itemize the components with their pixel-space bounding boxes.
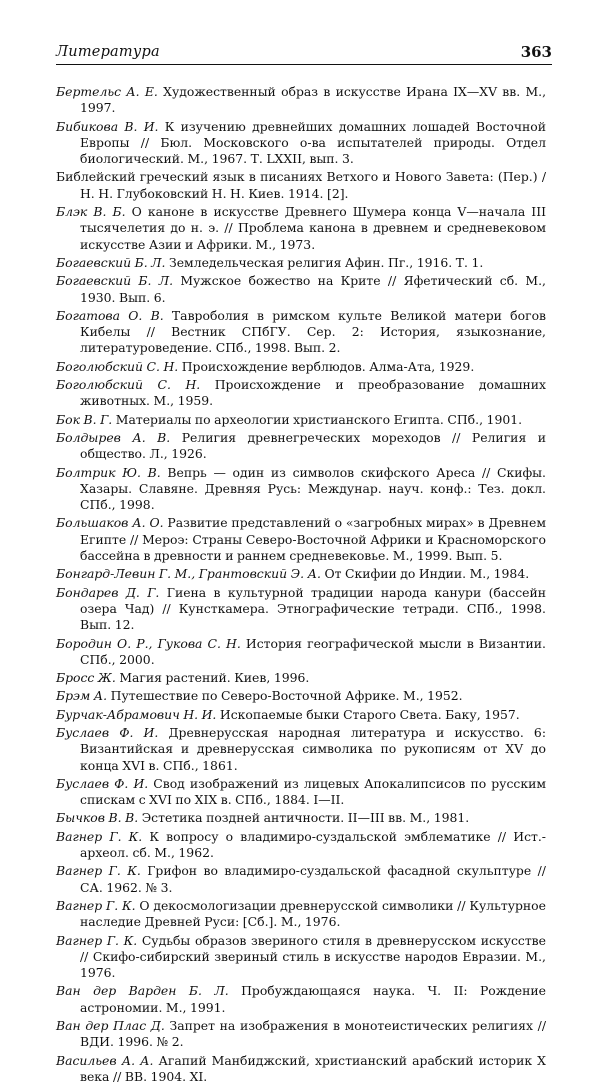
entry-author: Бибикова В. И. [56, 118, 159, 134]
entry-text: Эстетика поздней античности. II—III вв. М., 1981. [138, 810, 470, 826]
entry-text: Грифон во владимиро-суздальской фасадной скульптуре // СА. 1962. № 3. [80, 863, 546, 895]
bibliography-entry [56, 810, 546, 826]
bibliography-entry [56, 898, 546, 931]
entry-author: Бонгард-Левин Г. М., Грантовский Э. А. [56, 566, 321, 582]
bibliography-entry [56, 465, 546, 514]
bibliography-entry [56, 585, 546, 634]
bibliography-entry [56, 255, 546, 271]
bibliography-entry [56, 430, 546, 463]
entry-text: История географической мысли в Византии. СПб., 2000. [80, 635, 546, 667]
entry-text: Художественный образ в искусстве Ирана IX—XV вв. М., 1997. [80, 84, 547, 116]
bibliography-entry [56, 566, 546, 582]
entry-text: От Скифии до Индии. М., 1984. [320, 566, 530, 582]
entry-author: Бок В. Г. [56, 411, 113, 427]
entry-author: Буслаев Ф. И. [56, 724, 159, 740]
bibliography-entry [56, 670, 546, 686]
bibliography-entry [56, 412, 546, 428]
header-rule [56, 64, 552, 65]
entry-author: Болтрик Ю. В. [56, 464, 161, 480]
bibliography-entry [56, 515, 546, 564]
entry-author: Блэк В. Б. [56, 204, 126, 220]
entry-author: Бородин О. Р., Гукова С. Н. [56, 635, 241, 651]
entry-author: Вагнер Г. К. [56, 863, 141, 879]
bibliography-entry [56, 308, 546, 357]
entry-author: Бертельс А. Е. [56, 84, 158, 99]
entry-author: Вагнер Г. К. [56, 828, 143, 844]
entry-text: Религия древнегреческих мореходов // Религия и общество. Л., 1926. [80, 429, 546, 462]
bibliography-entry [56, 377, 546, 410]
page-number: 363 [520, 43, 552, 61]
bibliography-entry [56, 829, 546, 862]
entry-author: Богаевский Б. Л. [56, 273, 174, 289]
entry-author: Бросс Ж. [56, 670, 116, 686]
running-title: Литература [56, 44, 160, 60]
bibliography-entry [56, 204, 546, 253]
bibliography-entry [56, 169, 546, 202]
entry-text: К изучению древнейших домашних лошадей Восточной Европы // Бюл. Московского о-ва испытателей природы. Отдел биологический. М., 1967. Т. LXXII, вып. 3. [80, 118, 547, 167]
entry-author: Бычков В. В. [56, 810, 139, 826]
bibliography-entry [56, 707, 546, 723]
entry-text: Вепрь — один из символов скифского Ареса // Скифы. Хазары. Славяне. Древняя Русь: Междунар. науч. конф.: Тез. докл. СПб., 1998. [80, 464, 546, 513]
bibliography-entry [56, 688, 546, 704]
bibliography-entry [56, 636, 546, 669]
entry-text: К вопросу о владимиро-суздальской эмблематике // Ист.-археол. сб. М., 1962. [80, 828, 546, 861]
entry-text: Ископаемые быки Старого Света. Баку, 1957. [216, 706, 520, 722]
entry-author: Васильев А. А. [56, 1052, 154, 1068]
entry-author: Вагнер Г. К. [56, 932, 138, 948]
entry-text: Земледельческая религия Афин. Пг., 1916. Т. 1. [165, 254, 484, 270]
running-head [56, 42, 552, 64]
bibliography-entry [56, 359, 546, 375]
entry-text: Магия растений. Киев, 1996. [115, 670, 310, 686]
entry-text: О каноне в искусстве Древнего Шумера конца V—начала III тысячелетия до н. э. // Проблема канона в древнем и средневековом искусстве Азии и Африки. М., 1973. [80, 204, 546, 252]
bibliography-entry [56, 1053, 546, 1086]
entry-text: Свод изображений из лицевых Апокалипсисов по русским спискам с XVI по XIX в. СПб., 1884. I—II. [80, 775, 546, 808]
bibliography-entry [56, 1018, 546, 1051]
bibliography-entry [56, 84, 546, 117]
bibliography-entry [56, 119, 546, 168]
entry-text: Материалы по археологии христианского Египта. СПб., 1901. [112, 411, 523, 427]
entry-text: Запрет на изображения в монотеистических религиях // ВДИ. 1996. № 2. [80, 1018, 547, 1050]
entry-text: Библейский греческий язык в писаниях Ветхого и Нового Завета: (Пер.) / Н. Н. Глубоковский Н. Н. Киев. 1914. [2]. [56, 169, 546, 201]
entry-text: Тавроболия в римском культе Великой матери богов Кибелы // Вестник СПбГУ. Сер. 2: История, языкознание, литературоведение. СПб., 1998. Вып. 2. [80, 307, 547, 356]
bibliography-entry [56, 863, 546, 896]
entry-author: Ван дер Варден Б. Л. [56, 983, 229, 999]
entry-text: Происхождение и преобразование домашних животных. М., 1959. [80, 377, 547, 409]
bibliography-entry [56, 983, 546, 1016]
entry-author: Болдырев А. В. [56, 429, 171, 445]
bibliography-list [56, 84, 546, 1087]
entry-text: Судьбы образов звериного стиля в древнерусском искусстве // Скифо-сибирский звериный стиль в искусстве народов Евразии. М., 1976. [80, 932, 546, 981]
entry-author: Ван дер Плас Д. [56, 1018, 165, 1034]
entry-text: Развитие представлений о «загробных мирах» в Древнем Египте // Мероэ: Страны Северо-Восточной Африки и Красноморского бассейна в древности и раннем средневековье. М., 1999. Вып. 5. [80, 515, 546, 564]
entry-text: Путешествие по Северо-Восточной Африке. М., 1952. [107, 688, 463, 704]
bibliography-entry [56, 273, 546, 306]
entry-author: Буслаев Ф. И. [56, 775, 149, 791]
entry-text: О декосмологизации древнерусской символики // Культурное наследие Древней Руси: [Сб.]. М., 1976. [80, 897, 546, 930]
entry-author: Боголюбский С. Н. [56, 377, 201, 393]
entry-text: Мужское божество на Крите // Яфетический сб. М., 1930. Вып. 6. [80, 273, 546, 305]
entry-text: Агапий Манбиджский, христианский арабский историк X века // ВВ. 1904. XI. [80, 1052, 546, 1084]
entry-author: Брэм А. [56, 688, 108, 704]
entry-author: Вагнер Г. К. [56, 897, 136, 913]
entry-author: Большаков А. О. [56, 515, 164, 531]
entry-author: Бурчак-Абрамович Н. И. [56, 706, 217, 722]
entry-text: Пробуждающаяся наука. Ч. II: Рождение астрономии. М., 1991. [80, 983, 546, 1015]
entry-text: Древнерусская народная литература и искусство. 6: Византийская и древнерусская символика по рукописям от XV до конца XVI в. СПб., 1861. [80, 724, 546, 773]
bibliography-entry [56, 933, 546, 982]
entry-text: Гиена в культурной традиции народа канури (бассейн озера Чад) // Кунсткамера. Этнографические тетради. СПб., 1998. Вып. 12. [80, 584, 546, 633]
entry-text: Происхождение верблюдов. Алма-Ата, 1929. [178, 358, 475, 374]
bibliography-entry [56, 725, 546, 774]
entry-author: Богатова О. В. [56, 307, 164, 323]
entry-author: Боголюбский С. Н. [56, 358, 179, 374]
entry-author: Богаевский Б. Л. [56, 254, 166, 270]
bibliography-entry [56, 776, 546, 809]
entry-author: Бондарев Д. Г. [56, 584, 160, 600]
